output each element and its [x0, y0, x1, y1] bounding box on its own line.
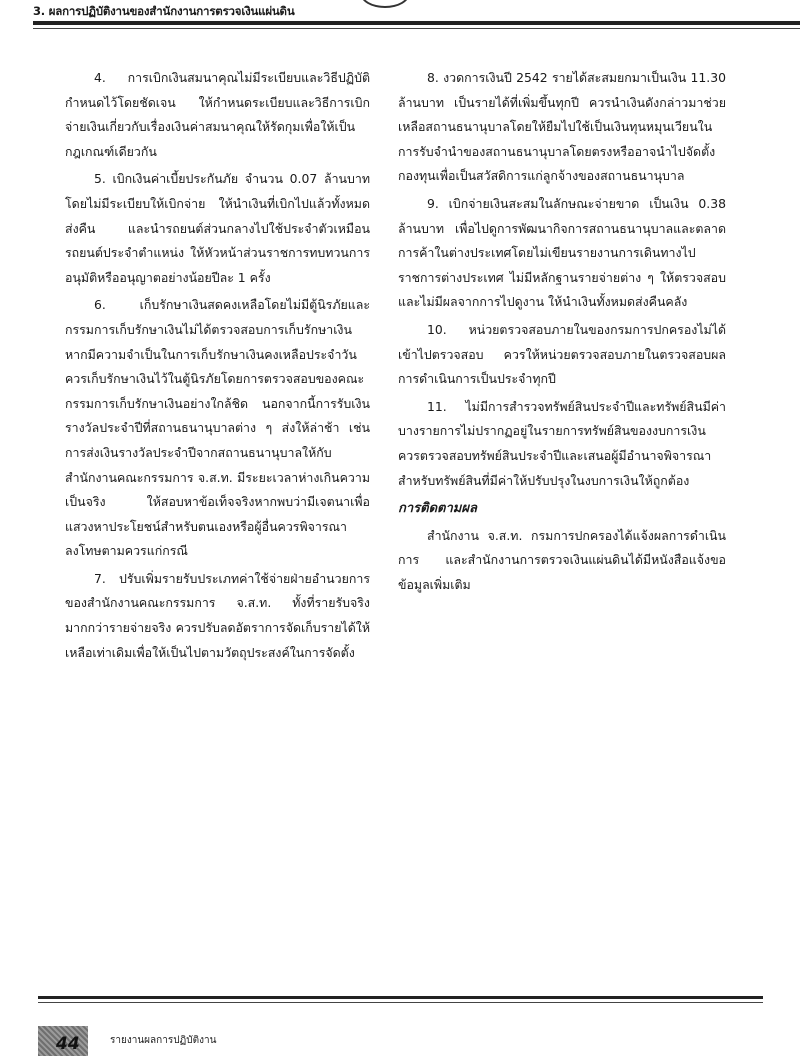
page-footer	[38, 996, 763, 1055]
footer-report-label: รายงานผลการปฏิบัติงาน	[110, 1035, 217, 1046]
header-rule	[33, 21, 800, 25]
left-column	[65, 66, 370, 668]
paragraph-item-7: 7. ปรับเพิ่มรายรับประเภทค่าใช้จ่ายฝ่ายอำนวยการของสำนักงานคณะกรรมการ จ.ส.ท. ทั้งที่รายรับจริงมากกว่ารายจ่ายจริง ควรปรับลดอัตราการจัดเก็บรายได้ให้เหลือเท่าเดิมเพื่อให้เป็นไปตามวัตถุประสงค์ในการจัดตั้ง	[65, 570, 370, 660]
page-number-box	[38, 1026, 88, 1056]
header-rule-thin	[33, 28, 800, 29]
paragraph-item-8: 8. งวดการเงินปี 2542 รายได้สะสมยกมาเป็นเงิน 11.30 ล้านบาท เป็นรายได้ที่เพิ่มขึ้นทุกปี ควรนำเงินดังกล่าวมาช่วยเหลือสถานธนานุบาลโดยให้ยืมไปใช้เป็นเงินทุนหมุนเวียนในการรับจำนำของสถานธนานุบาลโดยตรงหรืออาจนำไปจัดตั้งกองทุนเพื่อเป็นสวัสดิการแก่ลูกจ้างของสถานธนานุบาล	[398, 70, 726, 184]
paragraph-item-5: 5. เบิกเงินค่าเบี้ยประกันภัย จำนวน 0.07 ล้านบาท โดยไม่มีระเบียบให้เบิกจ่าย ให้นำเงินที่เบิกไปแล้วทั้งหมดส่งคืน และนำรถยนต์ส่วนกลางไปใช้ประจำตัวเหมือนรถยนต์ประจำตำแหน่ง ให้หัวหน้าส่วนราชการทบทวนการอนุมัติหรืออนุญาตอย่างน้อยปีละ 1 ครั้ง	[65, 171, 370, 285]
page-number: 44	[56, 1034, 80, 1054]
footer-rule-thin	[38, 1002, 763, 1003]
paragraph-item-11: 11. ไม่มีการสำรวจทรัพย์สินประจำปีและทรัพย์สินมีค่าบางรายการไม่ปรากฏอยู่ในรายการทรัพย์สินของงบการเงิน ควรตรวจสอบทรัพย์สินประจำปีและเสนอผู้มีอำนาจพิจารณาสำหรับทรัพย์สินที่มีค่าให้ปรับปรุงในงบการเงินให้ถูกต้อง	[398, 398, 726, 488]
paragraph-item-4: 4. การเบิกเงินสมนาคุณไม่มีระเบียบและวิธีปฏิบัติกำหนดไว้โดยชัดเจน ให้กำหนดระเบียบและวิธีการเบิกจ่ายเงินเกี่ยวกับเรื่องเงินค่าสมนาคุณให้รัดกุมเพื่อให้เป็นกฎเกณฑ์เดียวกัน	[65, 70, 370, 159]
emblem-seal-icon	[360, 0, 410, 8]
page-header	[33, 0, 800, 36]
followup-heading: การติดตามผล	[398, 501, 477, 517]
followup-text: สำนักงาน จ.ส.ท. กรมการปกครองได้แจ้งผลการดำเนินการ และสำนักงานการตรวจเงินแผ่นดินได้มีหนังสือแจ้งขอข้อมูลเพิ่มเติม	[398, 527, 726, 592]
right-column	[398, 66, 726, 600]
footer-rule	[38, 996, 763, 999]
paragraph-item-9: 9. เบิกจ่ายเงินสะสมในลักษณะจ่ายขาด เป็นเงิน 0.38 ล้านบาท เพื่อไปดูการพัฒนากิจการสถานธนานุบาลและตลาดการค้าในต่างประเทศโดยไม่เขียนรายงานการเดินทางไปราชการต่างประเทศ ไม่มีหลักฐานรายจ่ายต่าง ๆ ให้ตรวจสอบ และไม่มีผลจากการไปดูงาน ให้นำเงินทั้งหมดส่งคืนคลัง	[398, 195, 726, 310]
section-title: 3. ผลการปฏิบัติงานของสำนักงานการตรวจเงินแผ่นดิน	[33, 4, 295, 18]
paragraph-item-10: 10. หน่วยตรวจสอบภายในของกรมการปกครองไม่ได้เข้าไปตรวจสอบ ควรให้หน่วยตรวจสอบภายในตรวจสอบผลการดำเนินการเป็นประจำทุกปี	[398, 321, 726, 387]
paragraph-item-6: 6. เก็บรักษาเงินสดคงเหลือโดยไม่มีตู้นิรภัยและกรรมการเก็บรักษาเงินไม่ได้ตรวจสอบการเก็บรักษาเงิน หากมีความจำเป็นในการเก็บรักษาเงินคงเหลือประจำวัน ควรเก็บรักษาเงินไว้ในตู้นิรภัยโดยการตรวจสอบของคณะกรรมการเก็บรักษาเงินอย่างใกล้ชิด นอกจากนี้การรับเงินรางวัลประจำปีที่สถานธนานุบาลต่าง ๆ ส่งให้ล่าช้า เช่น การส่งเงินรางวัลประจำปีจากสถานธนานุบาลให้กับสำนักงานคณะกรรมการ จ.ส.ท. มีระยะเวลาห่างเกินความเป็นจริง ให้สอบหาข้อเท็จจริงหากพบว่ามีเจตนาเพื่อแสวงหาประโยชน์สำหรับตนเองหรือผู้อื่นควรพิจารณาลงโทษตามควรแก่กรณี	[65, 297, 370, 559]
